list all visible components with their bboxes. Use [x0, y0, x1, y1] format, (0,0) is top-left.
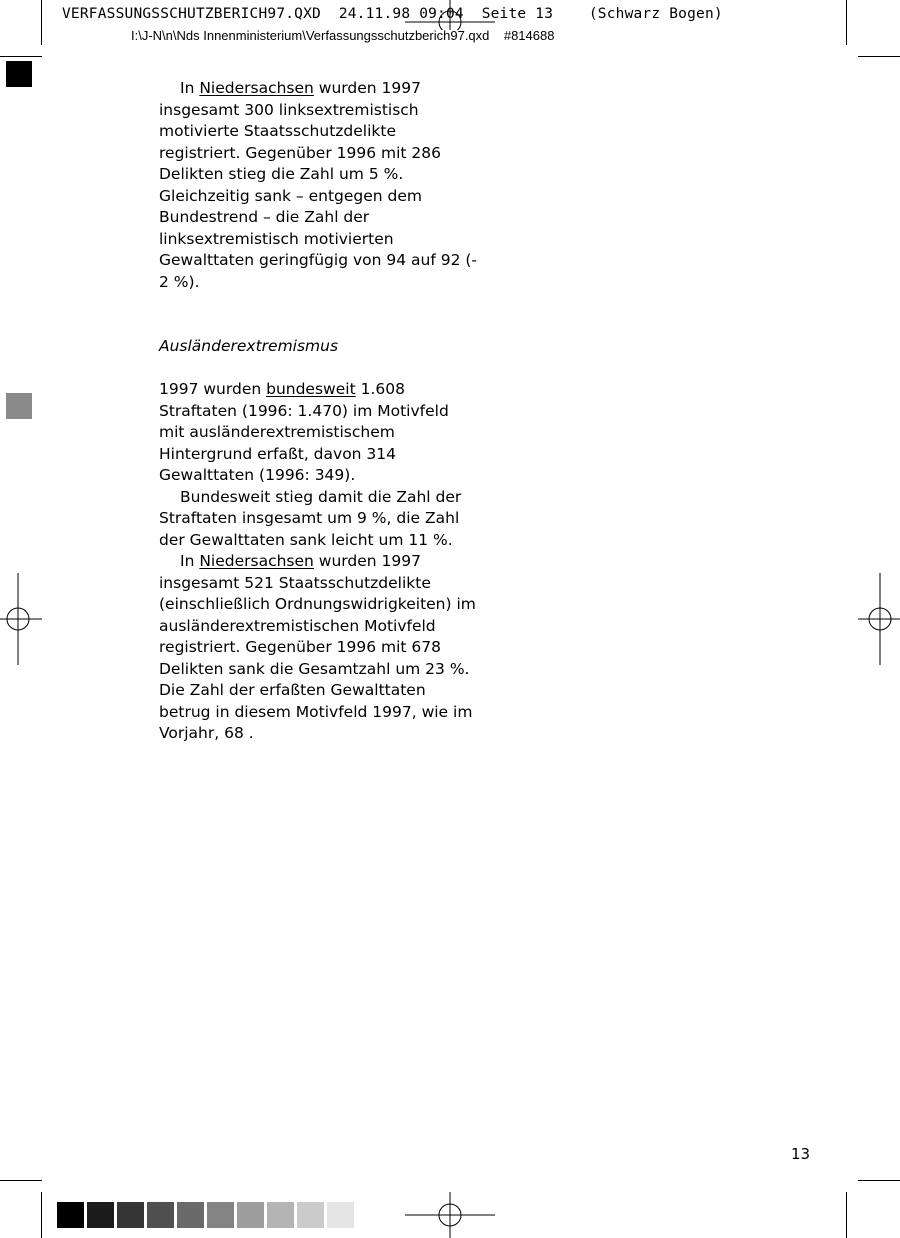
gray-swatch: [207, 1202, 234, 1228]
crop-mark-bottom-left-v: [41, 1192, 42, 1238]
crop-mark-top-left-v: [41, 0, 42, 45]
crop-mark-top-left-h: [0, 56, 42, 57]
crop-mark-bottom-left-h: [0, 1180, 42, 1181]
text-fragment: wurden 1997 insgesamt 300 linksextremistisch motivierte Staatsschutzdelikte registriert. Gegenüber 1996 mit 286 Delikten stieg die Zahl um 5 %. Gleichzeitig sank – entgegen dem Bundestrend – die Zahl der linksextremistisch motivierten Gewalttaten geringfügig von 94 auf 92 (- 2 %).: [159, 79, 478, 291]
page-number: 13: [791, 1145, 811, 1163]
text-fragment: wurden 1997 insgesamt 521 Staatsschutzdelikte (einschließlich Ordnungswidrigkeiten) im ausländerextremistischen Motivfeld registriert. Gegenüber 1996 mit 678 Delikten sank die Gesamtzahl um 23 %. Die Zahl der erfaßten Gewalttaten betrug in diesem Motivfeld 1997, wie im Vorjahr, 68 .: [159, 552, 476, 742]
gray-swatch: [57, 1202, 84, 1228]
registration-mark-right-icon: [858, 573, 900, 665]
paragraph-federal-foreigner-extremism: [159, 379, 477, 487]
gray-swatch: [267, 1202, 294, 1228]
gray-swatch: [327, 1202, 354, 1228]
gray-swatch: [117, 1202, 144, 1228]
crop-mark-top-right-v: [846, 0, 847, 45]
gray-swatch: [87, 1202, 114, 1228]
registration-mark-top-icon: [405, 0, 495, 30]
gray-swatch: [147, 1202, 174, 1228]
crop-mark-bottom-right-h: [858, 1180, 900, 1181]
niedersachsen-underlined: Niedersachsen: [199, 552, 314, 570]
margin-square-dark: [6, 61, 32, 87]
text-fragment: 1997 wurden: [159, 380, 267, 398]
niedersachsen-underlined: Niedersachsen: [199, 79, 314, 97]
margin-square-gray: [6, 393, 32, 419]
text-fragment: 1.608 Straftaten (1996: 1.470) im Motivfeld mit ausländerextremistischem Hintergrund erfaßt, davon 314 Gewalttaten (1996: 349).: [159, 380, 449, 484]
crop-mark-bottom-right-v: [846, 1192, 847, 1238]
paragraph-federal-trend: Bundesweit stieg damit die Zahl der Straftaten insgesamt um 9 %, die Zahl der Gewalttaten sank leicht um 11 %.: [159, 487, 462, 549]
text-column: [159, 78, 477, 745]
paragraph-left-extremism-niedersachsen: [159, 78, 477, 293]
gray-swatch: [237, 1202, 264, 1228]
bundesweit-underlined: bundesweit: [266, 380, 356, 398]
paragraph-foreigner-extremism-niedersachsen: [159, 551, 477, 745]
file-slug-line: VERFASSUNGSSCHUTZBERICH97.QXD 24.11.98 09:04 Seite 13 (Schwarz Bogen): [62, 6, 723, 22]
section-heading: Ausländerextremismus: [159, 337, 339, 355]
registration-mark-bottom-icon: [405, 1192, 495, 1238]
gray-swatch: [297, 1202, 324, 1228]
crop-mark-top-right-h: [858, 56, 900, 57]
gray-swatch: [177, 1202, 204, 1228]
registration-mark-left-icon: [0, 573, 42, 665]
text-fragment: In: [180, 79, 200, 97]
text-fragment: In: [180, 552, 200, 570]
file-path-line: I:\J-N\n\Nds Innenministerium\Verfassungsschutzberich97.qxd #814688: [131, 28, 555, 43]
